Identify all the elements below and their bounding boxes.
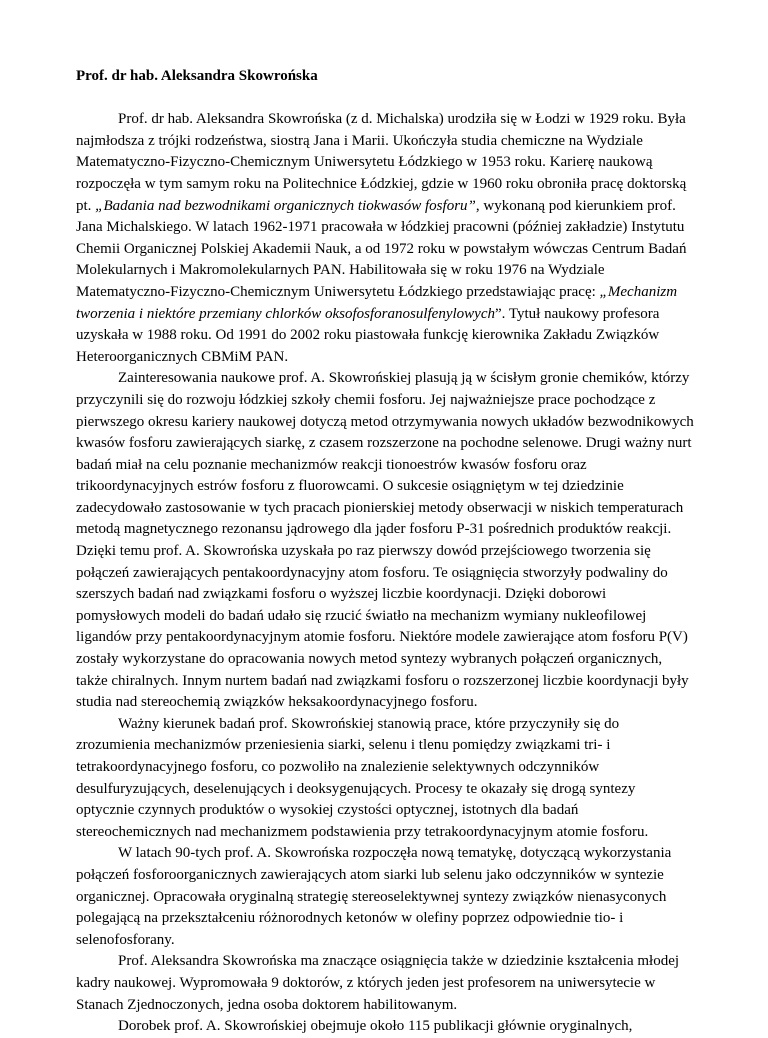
paragraph-text: , wykonaną pod kierunkiem prof. Jana Michalskiego. W latach 1962-1971 pracowała w łódzkiej pracowni (później zakładzie) Instytutu Chemii Organicznej Polskiej Akademii Nauk, a od 1972 roku w powstałym wówczas Centrum Badań Molekularnych i Makromolekularnych PAN. Habilitowała się w roku 1976 na Wydziale Matematyczno-Fizyczno-Chemicznym Uniwersytetu Łódzkiego przedstawiając pracę: (76, 197, 687, 300)
paragraph-biography (76, 109, 694, 368)
paragraph-text: ”. Tytuł naukowy profesora uzyskała w 1988 roku. Od 1991 do 2002 roku piastowała funkcję kierownika Zakładu Związków Heteroorganicznych CBMiM PAN. (76, 305, 660, 365)
paragraph-text: Dorobek prof. A. Skowrońskiej obejmuje około 115 publikacji głównie oryginalnych, (118, 1018, 633, 1035)
paragraph-nineties-research (76, 843, 694, 951)
document-page (76, 66, 694, 1038)
paragraph-text: Ważny kierunek badań prof. Skowrońskiej stanowią prace, które przyczyniły się do zrozumienia mechanizmów przeniesienia siarki, selenu i tlenu pomiędzy związkami tri- i tetrakoordynacyjnego fosforu, co pozwoliło na znalezienie selektywnych odczynników desulfuryzujących, deselenujących i deoksygenujących. Procesy te okazały się drogą syntezy optycznie czynnych produktów o wysokiej czystości optycznej, istotnych dla badań stereochemicznych nad mechanizmem podstawienia przy tetrakoordynacyjnym atomie fosforu. (76, 715, 649, 840)
paragraph-text: Zainteresowania naukowe prof. A. Skowrońskiej plasują ją w ścisłym gronie chemików, którzy przyczynili się do rozwoju łódzkiej szkoły chemii fosforu. Jej najważniejsze prace pochodzące z pierwszego okresu kariery naukowej dotyczą metod otrzymywania nowych układów bezwodnikowych kwasów fosforu zawierających siarkę, z czasem rozszerzone na pochodne selenowe. Drugi ważny nurt badań miał na celu poznanie mechanizmów reakcji tionoestrów kwasów fosforu oraz trikoordynacyjnych estrów fosforu z fluorowcami. O sukcesie osiągniętym w tej dziedzinie zadecydowało zastosowanie w tych pracach pionierskiej metody obserwacji w niskich temperaturach metodą magnetycznego rezonansu jądrowego dla jąder fosforu P-31 pośrednich produktów reakcji. Dzięki temu prof. A. Skowrońska uzyskała po raz pierwszy dowód przejściowego tworzenia się połączeń zawierających pentakoordynacyjny atom fosforu. Te osiągnięcia stworzyły podwaliny do szerszych badań nad związkami fosforu o wyższej liczbie koordynacji. Dzięki doborowi pomysłowych modeli do badań udało się rzucić światło na mechanizm wymiany nukleofilowej ligandów przy pentakoordynacyjnym atomie fosforu. Niektóre modele zawierające atom fosforu P(V) zostały wykorzystane do opracowania nowych metod syntezy wybranych połączeń organicznych, także chiralnych. Innym nurtem badań nad związkami fosforu o rozszerzonej liczbie koordynacji były studia nad stereochemią związków heksakoordynacyjnego fosforu. (76, 370, 694, 711)
paragraph-text: Prof. dr hab. Aleksandra Skowrońska (z d. Michalska) urodziła się w Łodzi w 1929 roku. Była najmłodsza z trójki rodzeństwa, siostrą Jana i Marii. Ukończyła studia chemiczne na Wydziale Matematyczno-Fizyczno-Chemicznym Uniwersytetu Łódzkiego w 1953 roku. Karierę naukową rozpoczęła w tym samym roku na Politechnice Łódzkiej, gdzie w 1960 roku obroniła pracę doktorską pt. (76, 111, 687, 214)
paragraph-research-interests (76, 368, 694, 714)
document-title: Prof. dr hab. Aleksandra Skowrońska (76, 68, 318, 84)
paragraph-text: W latach 90-tych prof. A. Skowrońska rozpoczęła nową tematykę, dotyczącą wykorzystania połączeń fosforoorganicznych zawierających atom siarki lub selenu jako odczynników w syntezie organicznej. Opracowała oryginalną strategię stereoselektywnej syntezy związków nienasyconych polegającą na przekształceniu różnorodnych ketonów w olefiny poprzez odpowiednie tio- i selenofosforany. (76, 845, 672, 948)
paragraph-text: Prof. Aleksandra Skowrońska ma znaczące osiągnięcia także w dziedzinie kształcenia młodej kadry naukowej. Wypromowała 9 doktorów, z których jeden jest profesorem na uniwersytecie w Stanach Zjednoczonych, jedna osoba doktorem habilitowanym. (76, 953, 680, 1013)
habilitation-thesis-title: „Mechanizm tworzenia i niektóre przemiany chlorków oksofosforanosulfenylowych (76, 283, 678, 322)
paragraph-publications (76, 1016, 694, 1038)
paragraph-transfer-mechanisms (76, 714, 694, 844)
doctoral-thesis-title: „Badania nad bezwodnikami organicznych tiokwasów fosforu” (95, 197, 476, 214)
paragraph-education (76, 951, 694, 1016)
